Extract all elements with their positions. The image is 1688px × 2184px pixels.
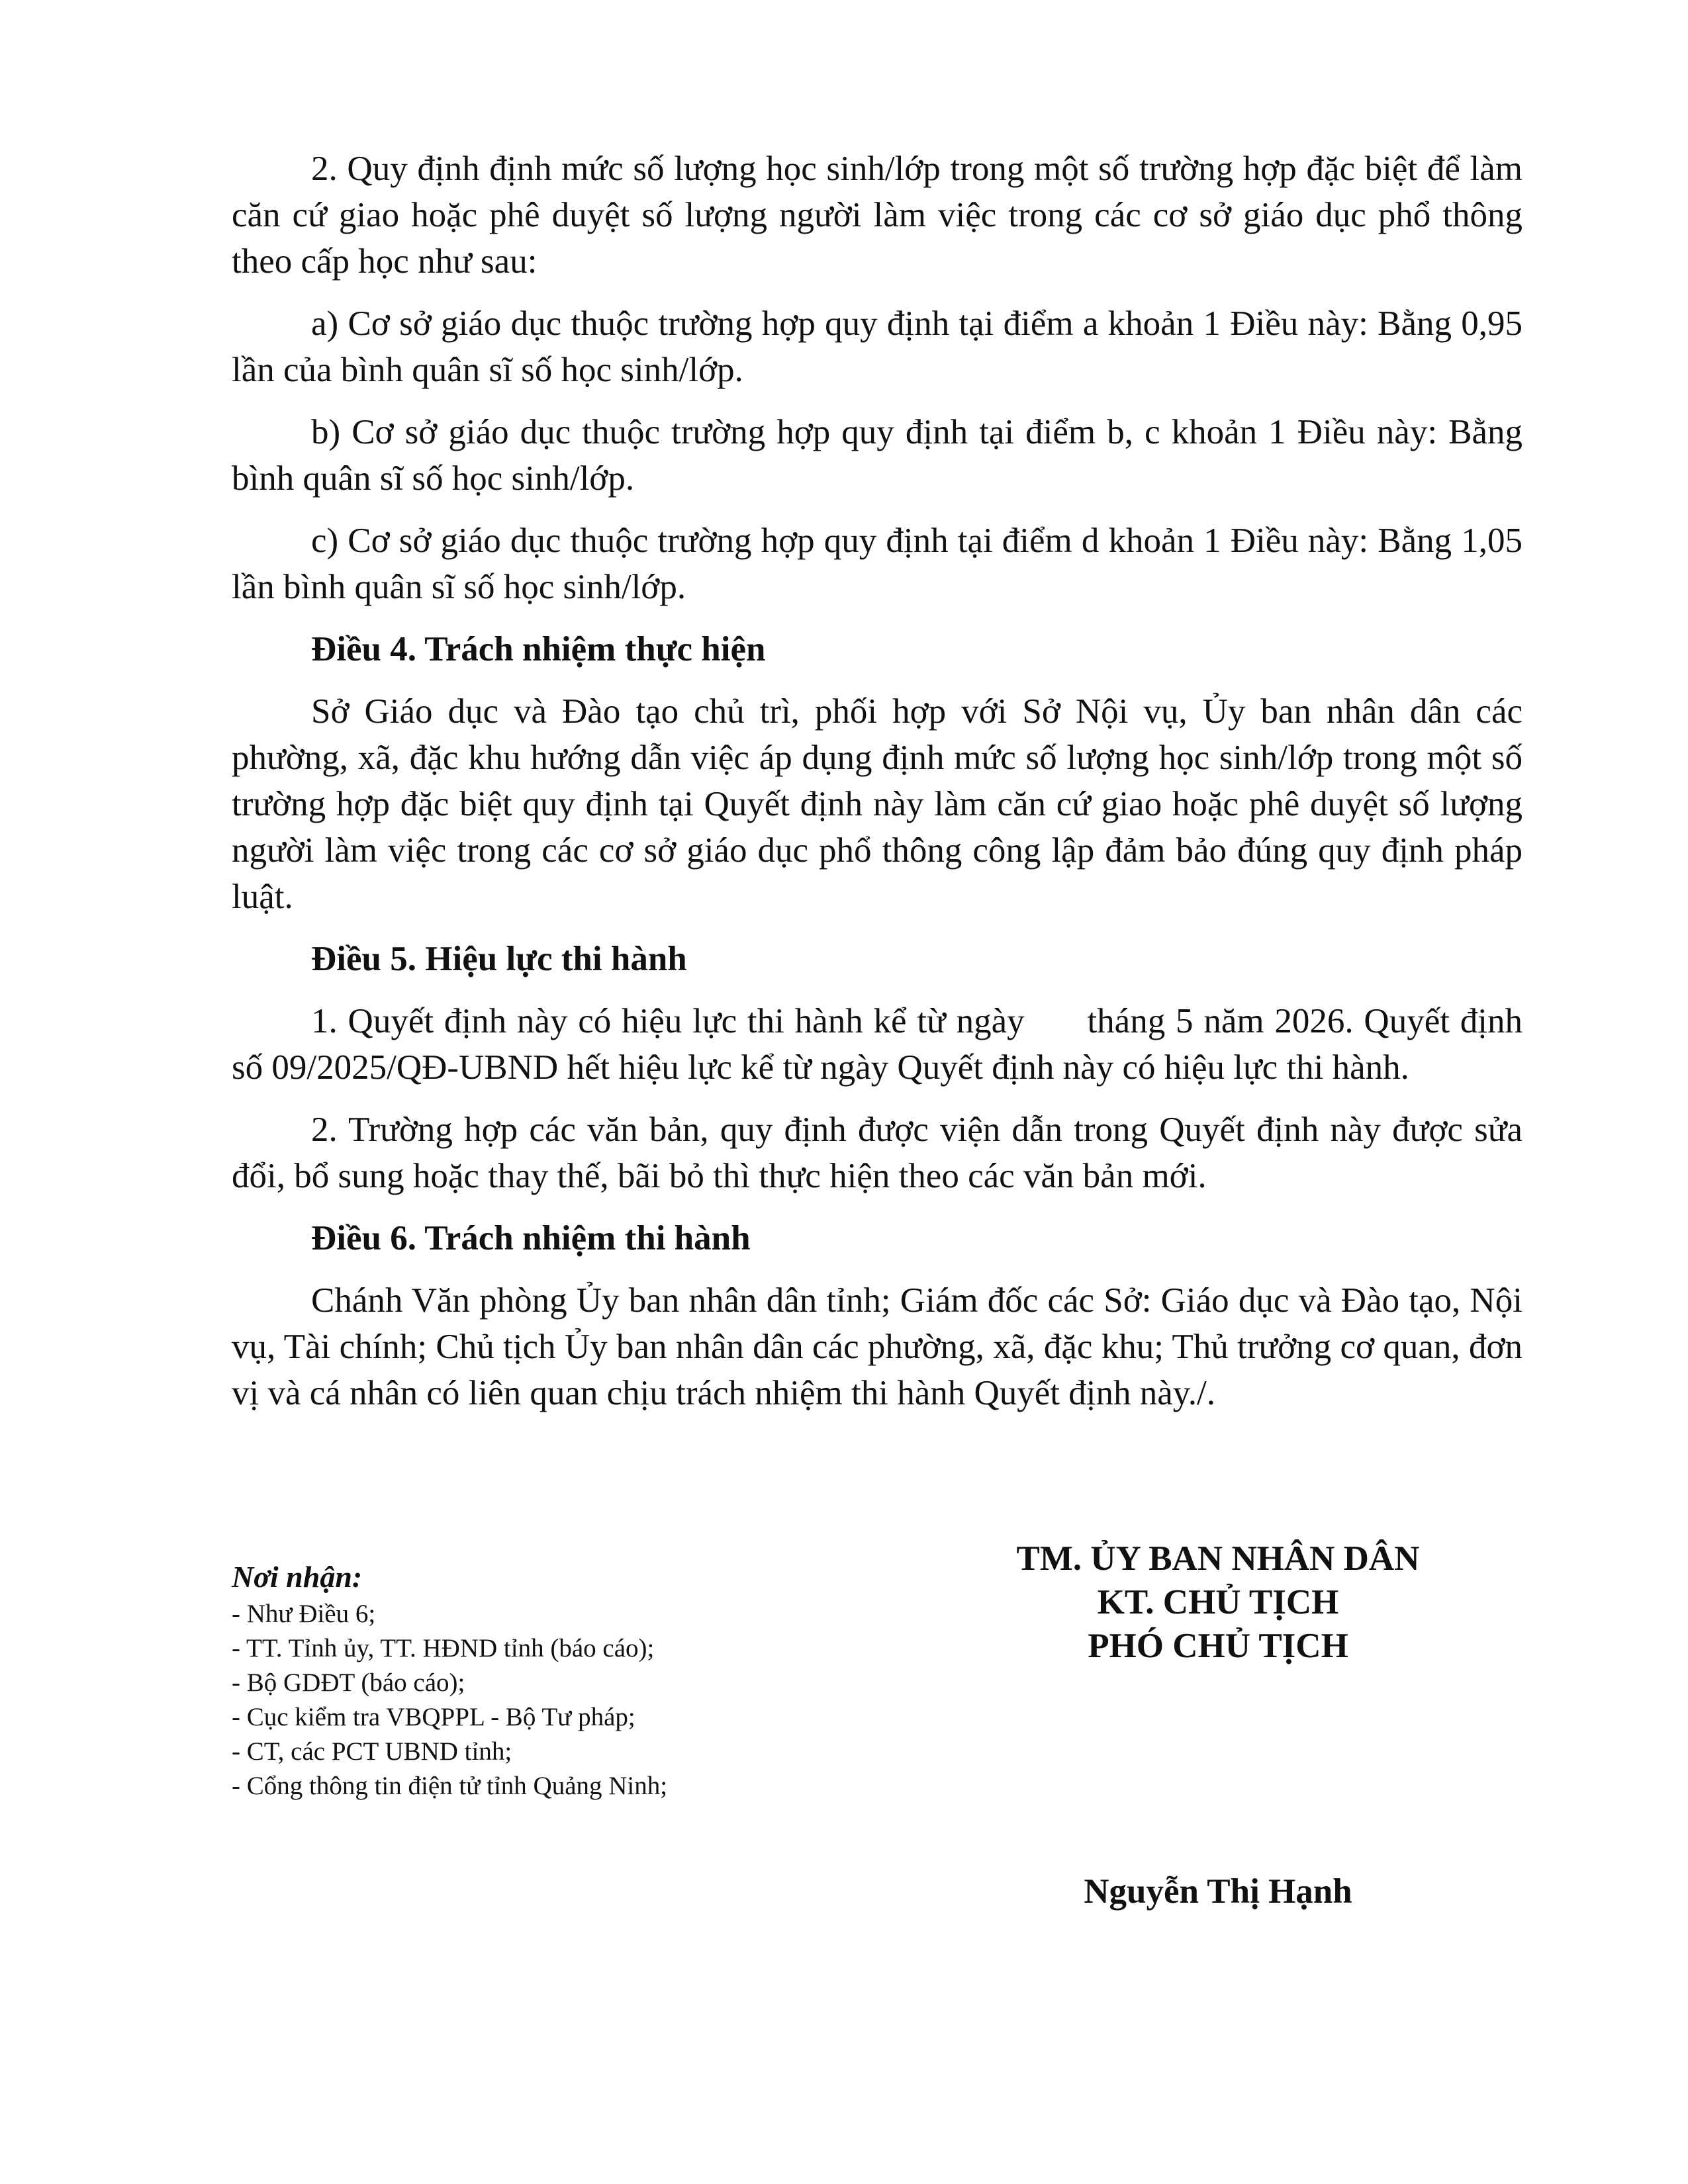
- article-6-text: Chánh Văn phòng Ủy ban nhân dân tỉnh; Giám đốc các Sở: Giáo dục và Đào tạo, Nội vụ, Tài chính; Chủ tịch Ủy ban nhân dân các phường, xã, đặc khu; Thủ trưởng cơ quan, đơn vị và cá nhân có liên quan chịu trách nhiệm thi hành Quyết định này./.: [232, 1281, 1523, 1412]
- signature-block: [900, 1537, 1536, 1668]
- recipients-title: Nơi nhận:: [232, 1560, 363, 1594]
- paragraph-point-c: c) Cơ sở giáo dục thuộc trường hợp quy định tại điểm d khoản 1 Điều này: Bằng 1,05 lần bình quân sĩ số học sinh/lớp.: [232, 522, 1523, 606]
- article-4-heading: Điều 4. Trách nhiệm thực hiện: [311, 630, 766, 668]
- recipient-item: - Bộ GDĐT (báo cáo);: [232, 1668, 465, 1697]
- recipient-item: - Cục kiểm tra VBQPPL - Bộ Tư pháp;: [232, 1703, 635, 1731]
- article-6-heading: Điều 6. Trách nhiệm thi hành: [311, 1219, 751, 1257]
- signature-position: PHÓ CHỦ TỊCH: [1088, 1627, 1348, 1665]
- signer-name: Nguyễn Thị Hạnh: [1084, 1872, 1352, 1911]
- article-5-clause-1: 1. Quyết định này có hiệu lực thi hành kể từ ngày tháng 5 năm 2026. Quyết định số 09/2025/QĐ-UBND hết hiệu lực kể từ ngày Quyết định này có hiệu lực thi hành.: [232, 1002, 1532, 1087]
- article-4-text: Sở Giáo dục và Đào tạo chủ trì, phối hợp với Sở Nội vụ, Ủy ban nhân dân các phường, xã, đặc khu hướng dẫn việc áp dụng định mức số lượng học sinh/lớp trong một số trường hợp đặc biệt quy định tại Quyết định này làm căn cứ giao hoặc phê duyệt số lượng người làm việc trong các cơ sở giáo dục phổ thông công lập đảm bảo đúng quy định pháp luật.: [232, 692, 1523, 916]
- recipients-block: [232, 1559, 927, 1803]
- recipient-item: - Như Điều 6;: [232, 1600, 376, 1628]
- recipient-item: - Cổng thông tin điện tử tỉnh Quảng Ninh;: [232, 1772, 668, 1800]
- recipient-item: - TT. Tỉnh ủy, TT. HĐND tỉnh (báo cáo);: [232, 1634, 655, 1662]
- paragraph-point-a: a) Cơ sở giáo dục thuộc trường hợp quy định tại điểm a khoản 1 Điều này: Bằng 0,95 lần của bình quân sĩ số học sinh/lớp.: [232, 304, 1523, 389]
- signature-authority: TM. ỦY BAN NHÂN DÂN: [1016, 1539, 1420, 1578]
- recipients-list: [232, 1597, 927, 1803]
- article-5-clause-2: 2. Trường hợp các văn bản, quy định được viện dẫn trong Quyết định này được sửa đổi, bổ sung hoặc thay thế, bãi bỏ thì thực hiện theo các văn bản mới.: [232, 1111, 1523, 1195]
- paragraph-point-b: b) Cơ sở giáo dục thuộc trường hợp quy định tại điểm b, c khoản 1 Điều này: Bằng bình quân sĩ số học sinh/lớp.: [232, 413, 1523, 498]
- recipient-item: - CT, các PCT UBND tỉnh;: [232, 1737, 512, 1766]
- article-5-heading: Điều 5. Hiệu lực thi hành: [311, 940, 687, 978]
- signature-on-behalf: KT. CHỦ TỊCH: [1097, 1583, 1339, 1621]
- paragraph-clause-2: 2. Quy định định mức số lượng học sinh/lớp trong một số trường hợp đặc biệt để làm căn cứ giao hoặc phê duyệt số lượng người làm việc trong các cơ sở giáo dục phổ thông theo cấp học như sau:: [232, 150, 1523, 281]
- document-body: [232, 146, 1532, 1432]
